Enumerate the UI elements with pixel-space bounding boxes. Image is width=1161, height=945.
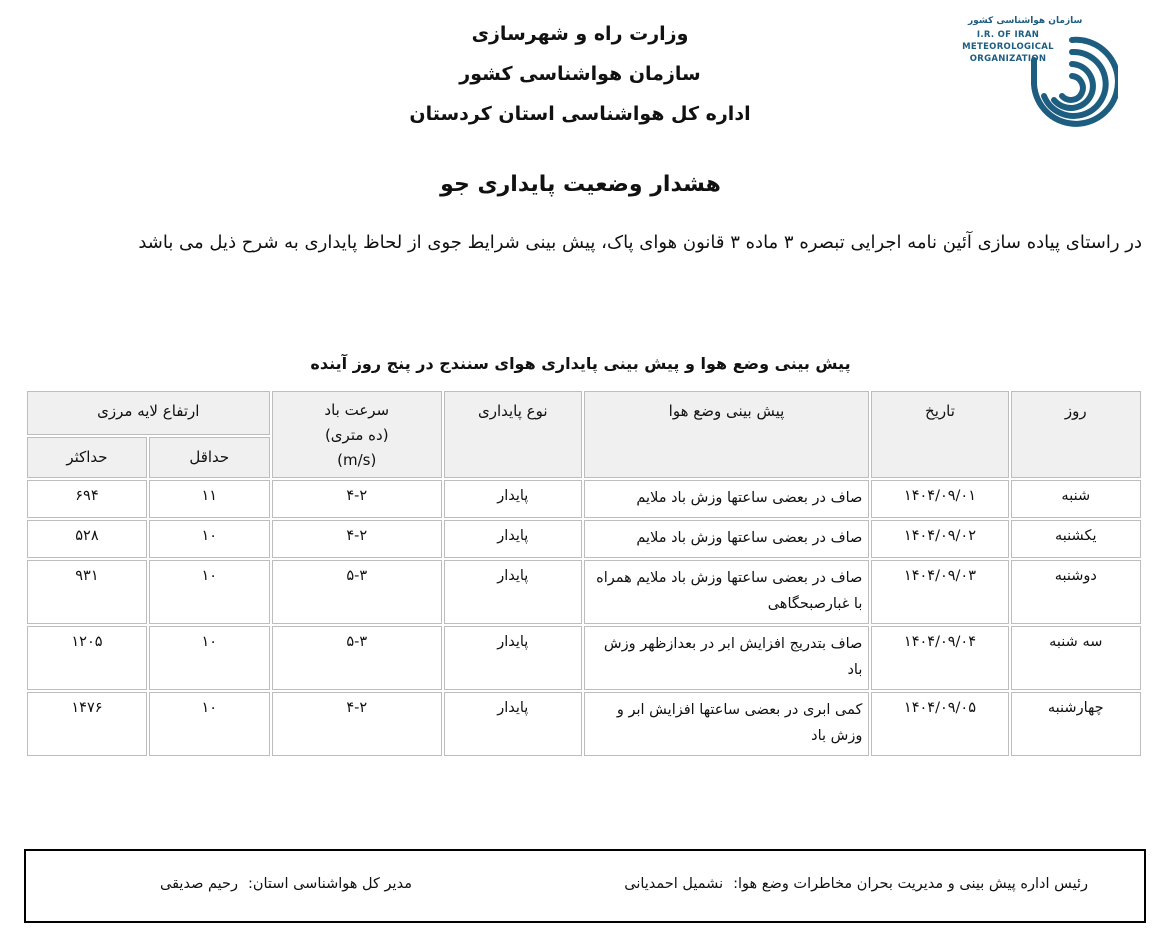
cell-min: ۱۱ bbox=[149, 480, 270, 518]
cell-day: سه شنبه bbox=[1011, 626, 1141, 690]
cell-min: ۱۰ bbox=[149, 560, 270, 624]
table-row bbox=[27, 480, 1141, 518]
cell-stability: پایدار bbox=[444, 520, 582, 558]
cell-wind: ۵-۳ bbox=[272, 626, 442, 690]
table-row bbox=[27, 692, 1141, 756]
cell-max: ۵۲۸ bbox=[27, 520, 147, 558]
cell-day: یکشنبه bbox=[1011, 520, 1141, 558]
table-row bbox=[27, 520, 1141, 558]
header-stability: نوع پایداری bbox=[444, 391, 582, 478]
director-signature: مدیر کل هواشناسی استان:رحیم صدیقی bbox=[160, 876, 412, 892]
document-title: هشدار وضعیت پایداری جو bbox=[440, 172, 721, 197]
cell-min: ۱۰ bbox=[149, 692, 270, 756]
header-day: روز bbox=[1011, 391, 1141, 478]
table-row bbox=[27, 560, 1141, 624]
cell-stability: پایدار bbox=[444, 692, 582, 756]
cell-max: ۱۲۰۵ bbox=[27, 626, 147, 690]
cell-max: ۹۳۱ bbox=[27, 560, 147, 624]
logo bbox=[958, 16, 1118, 136]
header-min: حداقل bbox=[149, 437, 270, 478]
forecast-table bbox=[25, 389, 1143, 758]
cell-day: دوشنبه bbox=[1011, 560, 1141, 624]
cell-date: ۱۴۰۴/۰۹/۰۱ bbox=[871, 480, 1008, 518]
logo-text-fa: سازمان هواشناسی کشور bbox=[968, 16, 1083, 26]
header-max: حداکثر bbox=[27, 437, 147, 478]
cell-stability: پایدار bbox=[444, 560, 582, 624]
cell-max: ۶۹۴ bbox=[27, 480, 147, 518]
cell-date: ۱۴۰۴/۰۹/۰۵ bbox=[871, 692, 1008, 756]
cell-stability: پایدار bbox=[444, 626, 582, 690]
table-row bbox=[27, 626, 1141, 690]
forecast-head-name: نشمیل احمدیانی bbox=[624, 876, 724, 892]
cell-min: ۱۰ bbox=[149, 520, 270, 558]
header-wind: سرعت باد (ده متری) (m/s) bbox=[272, 391, 442, 478]
forecast-head-signature: رئیس اداره پیش بینی و مدیریت بحران مخاطرات وضع هوا:نشمیل احمدیانی bbox=[624, 876, 1088, 892]
intro-paragraph: در راستای پیاده سازی آئین نامه اجرایی تبصره ۳ ماده ۳ قانون هوای پاک، پیش بینی شرایط جوی از لحاظ پایداری به شرح ذیل می باشد bbox=[138, 232, 1142, 253]
cell-stability: پایدار bbox=[444, 480, 582, 518]
logo-text-en: I.R. OF IRAN METEOROLOGICAL ORGANIZATION bbox=[962, 30, 1054, 64]
cell-weather: کمی ابری در بعضی ساعتها افزایش ابر و وزش باد bbox=[584, 692, 870, 756]
header-date: تاریخ bbox=[871, 391, 1008, 478]
cell-day: شنبه bbox=[1011, 480, 1141, 518]
header-weather: پیش بینی وضع هوا bbox=[584, 391, 870, 478]
cell-wind: ۴-۲ bbox=[272, 692, 442, 756]
ministry-name: وزارت راه و شهرسازی bbox=[471, 23, 689, 45]
cell-wind: ۵-۳ bbox=[272, 560, 442, 624]
header-boundary-layer: ارتفاع لایه مرزی bbox=[27, 391, 270, 435]
office-name: اداره کل هواشناسی استان کردستان bbox=[409, 103, 751, 125]
cell-min: ۱۰ bbox=[149, 626, 270, 690]
director-name: رحیم صدیقی bbox=[160, 876, 238, 892]
cell-weather: صاف در بعضی ساعتها وزش باد ملایم همراه با غبارصبحگاهی bbox=[584, 560, 870, 624]
cell-date: ۱۴۰۴/۰۹/۰۳ bbox=[871, 560, 1008, 624]
cell-day: چهارشنبه bbox=[1011, 692, 1141, 756]
spiral-emblem-icon bbox=[1026, 20, 1118, 152]
cell-date: ۱۴۰۴/۰۹/۰۲ bbox=[871, 520, 1008, 558]
organization-name: سازمان هواشناسی کشور bbox=[459, 63, 701, 85]
cell-weather: صاف در بعضی ساعتها وزش باد ملایم bbox=[584, 480, 870, 518]
cell-wind: ۴-۲ bbox=[272, 520, 442, 558]
cell-date: ۱۴۰۴/۰۹/۰۴ bbox=[871, 626, 1008, 690]
cell-wind: ۴-۲ bbox=[272, 480, 442, 518]
table-title: پیش بینی وضع هوا و پیش بینی پایداری هوای سنندج در پنج روز آینده bbox=[310, 354, 851, 373]
cell-weather: صاف در بعضی ساعتها وزش باد ملایم bbox=[584, 520, 870, 558]
cell-max: ۱۴۷۶ bbox=[27, 692, 147, 756]
cell-weather: صاف بتدریج افزایش ابر در بعدازظهر وزش باد bbox=[584, 626, 870, 690]
